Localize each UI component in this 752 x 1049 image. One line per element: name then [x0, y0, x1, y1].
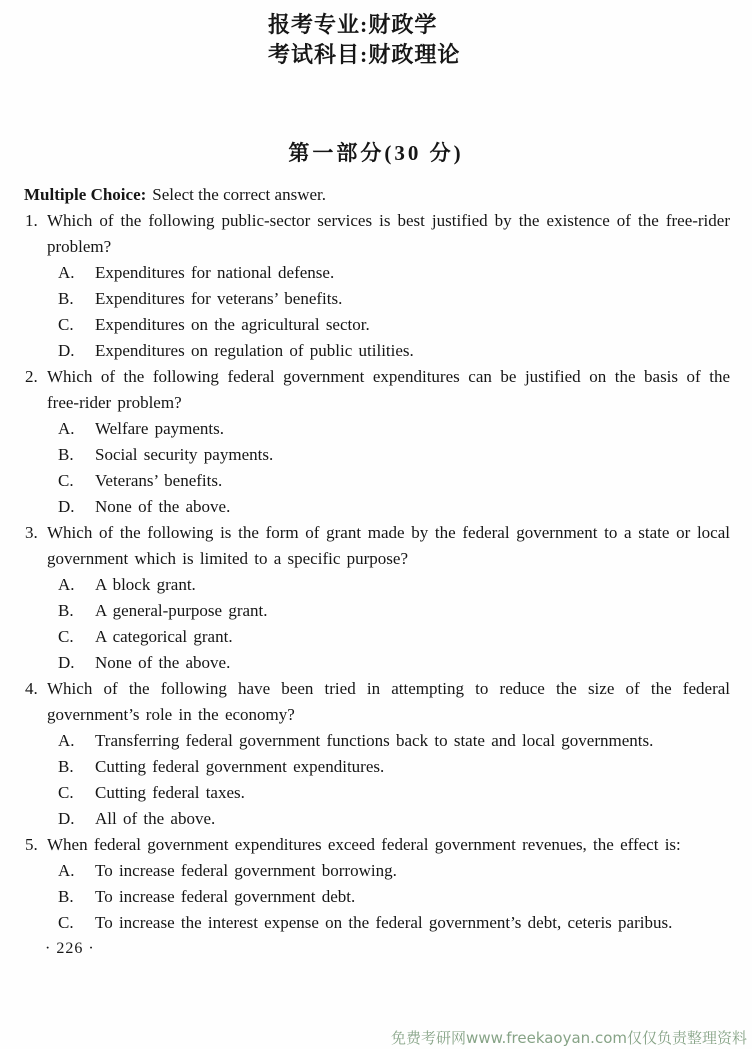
section-title: 第一部分(30 分) [288, 141, 464, 165]
option-letter: A. [58, 731, 75, 750]
question-text: Which of the following have been tried in attempting to reduce the size of the federal government’s role in the economy? [47, 679, 730, 724]
option-row [58, 624, 730, 650]
header-subject-line: 考试科目:财政理论 [268, 42, 461, 67]
option-row [58, 312, 730, 338]
option-text: Cutting federal government expenditures. [95, 757, 385, 776]
option-letter: D. [58, 809, 75, 828]
question-number: 2. [25, 367, 38, 386]
question-2 [25, 364, 730, 520]
question-text: Which of the following is the form of grant made by the federal government to a state or local government which is limited to a specific purpose? [47, 523, 730, 568]
option-text: Transferring federal government functions back to state and local governments. [95, 731, 654, 750]
option-row [58, 858, 730, 884]
question-5 [25, 832, 730, 936]
option-text: Expenditures on the agricultural sector. [95, 315, 370, 334]
option-text: Expenditures for national defense. [95, 263, 335, 282]
option-text: To increase the interest expense on the federal government’s debt, ceteris paribus. [95, 913, 673, 932]
option-text: To increase federal government borrowing. [95, 861, 397, 880]
watermark: 免费考研网www.freekaoyan.com仅仅负责整理资料 [391, 1029, 747, 1047]
option-row [58, 286, 730, 312]
option-text: All of the above. [95, 809, 216, 828]
header-major-line: 报考专业:财政学 [268, 12, 438, 37]
option-text: Expenditures on regulation of public utilities. [95, 341, 414, 360]
option-row [58, 338, 730, 364]
question-4 [25, 676, 730, 832]
question-number: 3. [25, 523, 38, 542]
exam-header [268, 0, 752, 70]
option-text: Expenditures for veterans’ benefits. [95, 289, 343, 308]
question-number: 1. [25, 211, 38, 230]
instructions [24, 182, 728, 208]
option-row [58, 884, 730, 910]
question-text: When federal government expenditures exceed federal government revenues, the effect is: [47, 835, 681, 854]
option-text: None of the above. [95, 497, 231, 516]
option-row [58, 442, 730, 468]
question-text: Which of the following federal government expenditures can be justified on the basis of the free-rider problem? [47, 367, 730, 412]
option-letter: C. [58, 627, 74, 646]
option-letter: D. [58, 653, 75, 672]
question-3 [25, 520, 730, 676]
option-letter: B. [58, 757, 74, 776]
question-number: 4. [25, 679, 38, 698]
option-text: To increase federal government debt. [95, 887, 356, 906]
question-1 [25, 208, 730, 364]
option-row [58, 416, 730, 442]
option-text: Social security payments. [95, 445, 274, 464]
option-row [58, 260, 730, 286]
question-number: 5. [25, 835, 38, 854]
option-letter: C. [58, 471, 74, 490]
option-letter: A. [58, 575, 75, 594]
option-letter: B. [58, 601, 74, 620]
option-row [58, 728, 730, 754]
page-number: · 226 · [45, 940, 95, 957]
option-letter: B. [58, 445, 74, 464]
option-row [58, 650, 730, 676]
option-letter: A. [58, 861, 75, 880]
option-row [58, 494, 730, 520]
option-text: A categorical grant. [95, 627, 233, 646]
option-row [58, 806, 730, 832]
option-letter: D. [58, 497, 75, 516]
option-text: A general-purpose grant. [95, 601, 268, 620]
option-letter: B. [58, 289, 74, 308]
option-letter: C. [58, 783, 74, 802]
option-row [58, 598, 730, 624]
option-row [58, 780, 730, 806]
option-text: None of the above. [95, 653, 231, 672]
option-row [58, 572, 730, 598]
option-letter: D. [58, 341, 75, 360]
option-row [58, 468, 730, 494]
option-letter: B. [58, 887, 74, 906]
option-text: Cutting federal taxes. [95, 783, 245, 802]
option-text: Welfare payments. [95, 419, 225, 438]
instructions-text: Select the correct answer. [152, 185, 326, 204]
option-text: Veterans’ benefits. [95, 471, 223, 490]
option-row [58, 754, 730, 780]
option-letter: A. [58, 419, 75, 438]
option-text: A block grant. [95, 575, 196, 594]
option-letter: A. [58, 263, 75, 282]
question-text: Which of the following public-sector services is best justified by the existence of the free-rider problem? [47, 211, 730, 256]
option-letter: C. [58, 315, 74, 334]
option-letter: C. [58, 913, 74, 932]
option-row [58, 910, 730, 936]
instructions-label: Multiple Choice: [24, 185, 147, 204]
